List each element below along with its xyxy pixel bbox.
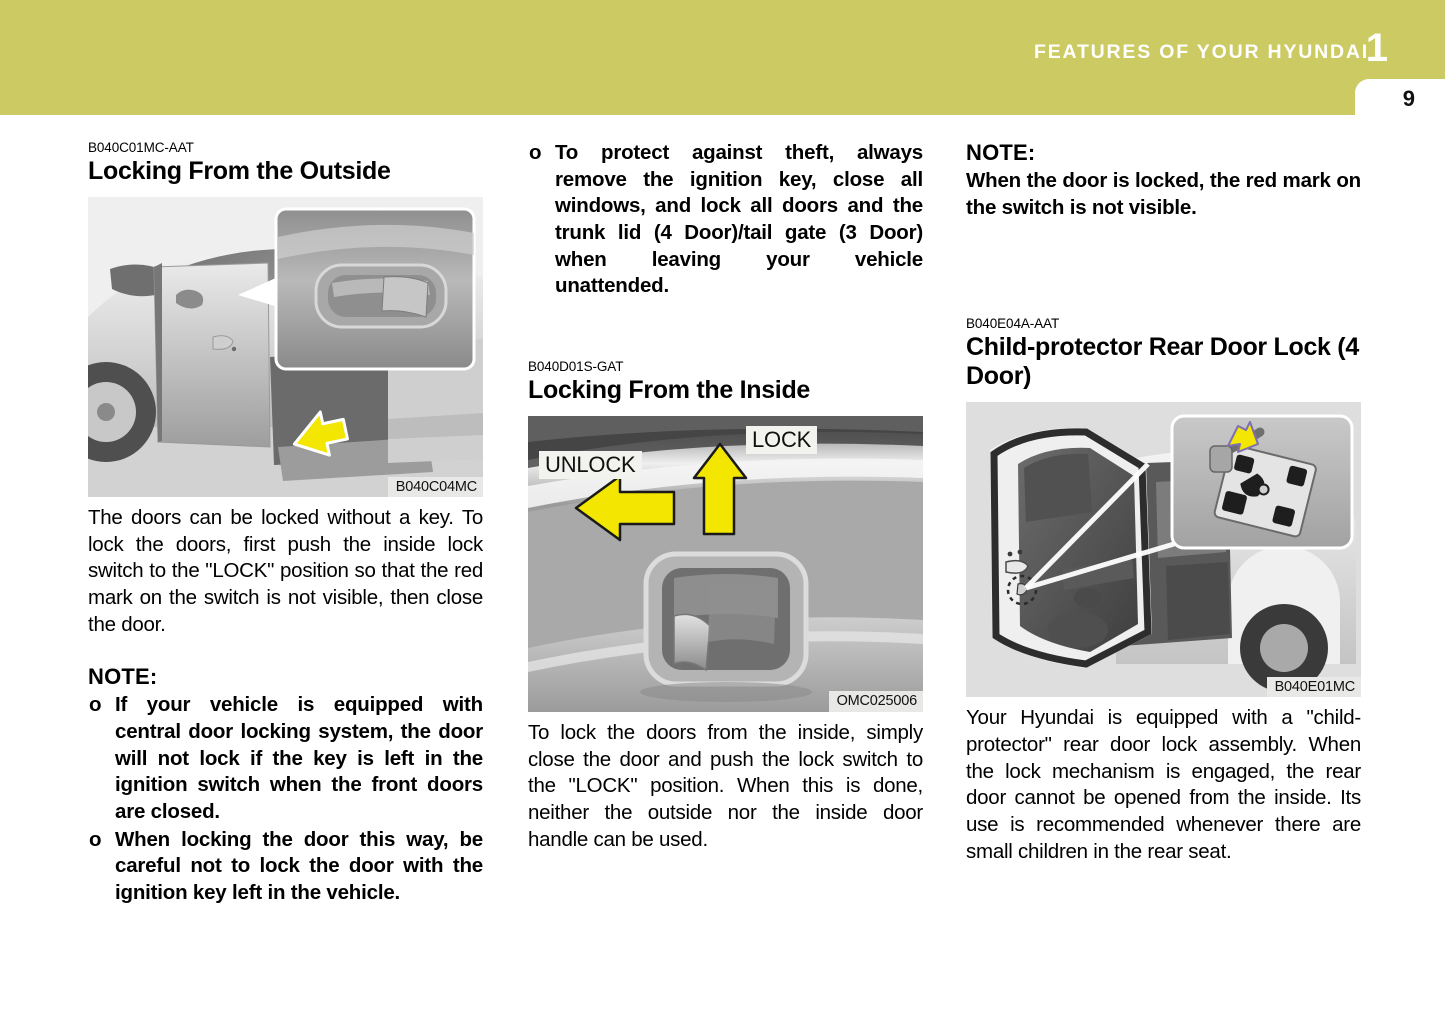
chapter-number: 1 [1365, 26, 1388, 70]
bullet-marker-icon: o [89, 827, 102, 851]
list-item [88, 692, 483, 825]
unlock-label: UNLOCK [539, 451, 642, 479]
middle-top-bullet-list [528, 140, 923, 300]
figure-locking-from-outside-artwork [88, 197, 483, 497]
right-spacer [966, 221, 1361, 316]
bullet-marker-icon: o [89, 693, 102, 717]
right-section-heading: Child-protector Rear Door Lock (4 Door) [966, 333, 1359, 391]
figure-locking-from-outside [88, 197, 483, 497]
right-body-text: Your Hyundai is equipped with a "child-protector" rear door lock assembly. When the lock mechanism is engaged, the rear door cannot be opened from the inside. Its use is recommended whenever there are small children in the rear seat. [966, 706, 1361, 863]
left-note-heading: NOTE: [88, 664, 158, 690]
right-note-heading: NOTE: [966, 140, 1036, 165]
middle-body-text: To lock the doors from the inside, simply close the door and push the lock switch to the "LOCK" position. When this is done, neither the outside nor the inside door handle can be used. [528, 721, 923, 851]
right-column [966, 140, 1361, 865]
middle-section-code: B040D01S-GAT [528, 358, 624, 374]
list-item-text: If your vehicle is equipped with central door locking system, the door will not lock if the key is left in the ignition switch when the front doors are closed. [115, 693, 483, 823]
figure-caption: B040E01MC [1267, 677, 1361, 698]
right-note-body: When the door is locked, the red mark on the switch is not visible. [966, 169, 1361, 219]
list-item-text: When locking the door this way, be careful not to lock the door with the ignition key left in the vehicle. [115, 827, 483, 904]
left-note-bullet-list [88, 692, 483, 906]
list-item [88, 827, 483, 907]
middle-spacer [528, 301, 923, 359]
page-number-notch [1355, 79, 1445, 115]
bullet-marker-icon: o [529, 141, 542, 164]
figure-locking-from-inside [528, 416, 923, 712]
figure-caption: B040C04MC [388, 477, 483, 498]
page-number: 9 [1402, 86, 1415, 111]
left-section-code: B040C01MC-AAT [88, 140, 194, 155]
left-body-text: The doors can be locked without a key. To lock the doors, first push the inside lock switch to the "LOCK" position so that the red mark on the switch is not visible, then close the door. [88, 506, 483, 636]
figure-caption: OMC025006 [829, 691, 923, 712]
left-column [88, 140, 483, 908]
figure-child-protector-lock [966, 402, 1361, 697]
left-section-heading: Locking From the Outside [88, 157, 391, 186]
page-title: FEATURES OF YOUR HYUNDAI [1034, 41, 1369, 63]
page-header-band [0, 0, 1445, 115]
right-section-code: B040E04A-AAT [966, 316, 1060, 332]
lock-label: LOCK [746, 426, 817, 454]
middle-section-heading: Locking From the Inside [528, 376, 811, 405]
middle-column [528, 140, 923, 853]
figure-child-protector-lock-artwork [966, 402, 1361, 697]
list-item [528, 140, 923, 300]
list-item-text: To protect against theft, always remove the ignition key, close all windows, and lock all doors and the trunk lid (4 Door)/tail gate (3 Door) when leaving your vehicle unattended. [555, 141, 923, 298]
